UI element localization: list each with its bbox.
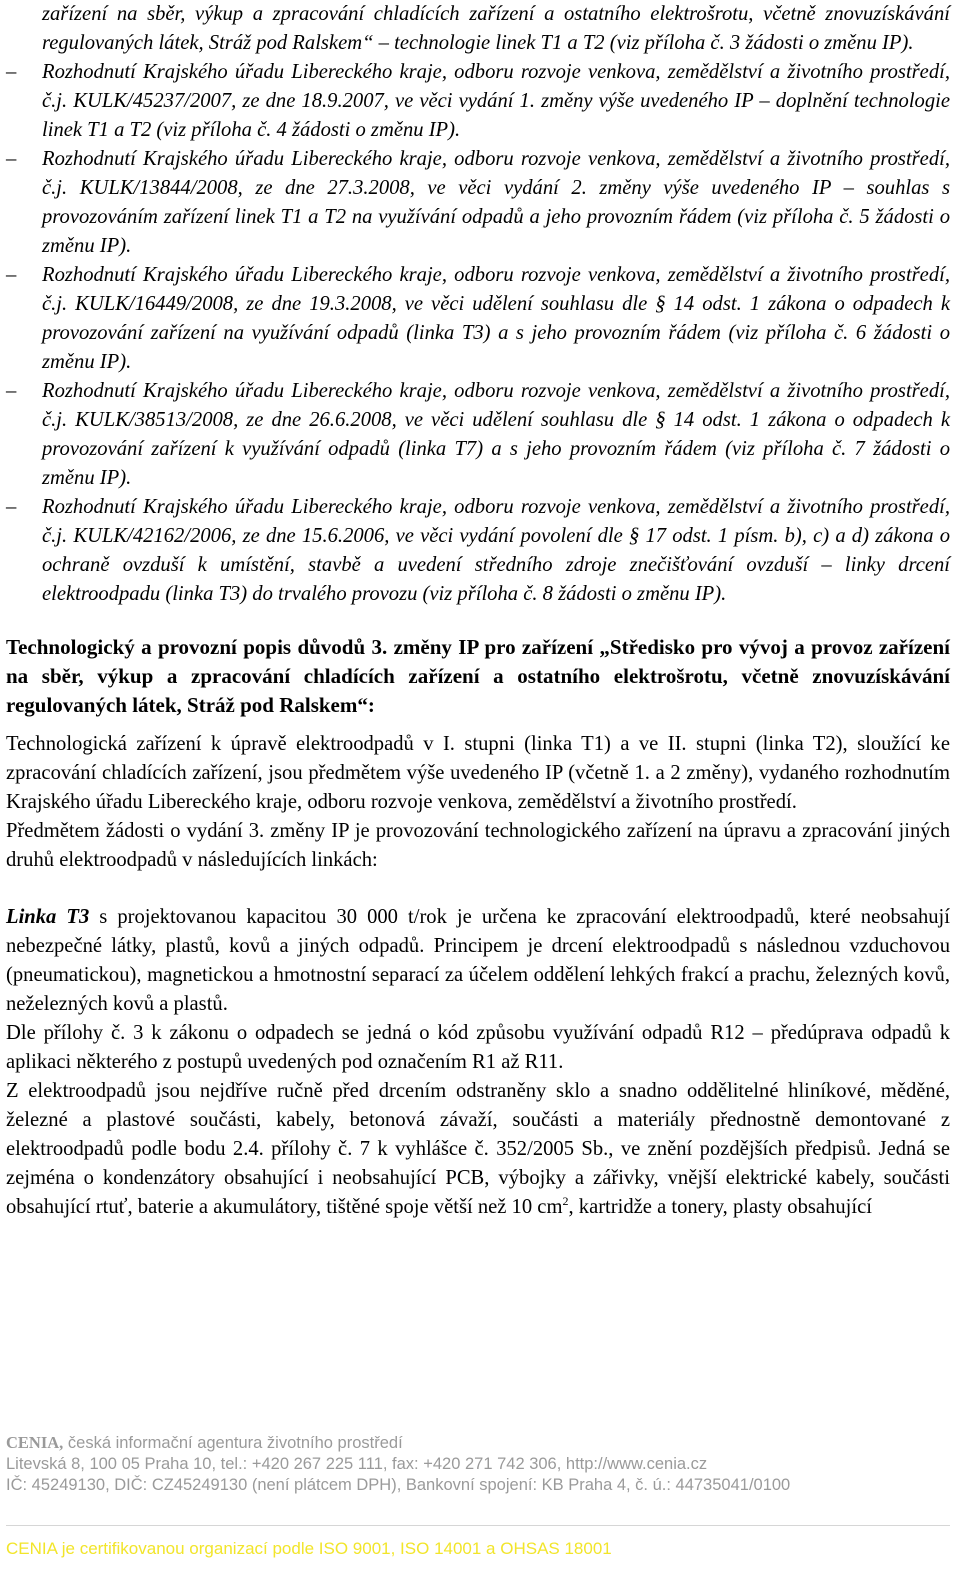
- body-paragraph-4: Dle přílohy č. 3 k zákonu o odpadech se jedná o kód způsobu využívání odpadů R12 – předúprava odpadů k aplikaci některého z postupů uvedených pod označením R1 až R11.: [6, 1022, 950, 1073]
- linka-t3-paragraph: [6, 903, 950, 1019]
- body-paragraph-2: Předmětem žádosti o vydání 3. změny IP je provozování technologického zařízení na úpravu a zpracování jiných druhů elektroodpadů v následujících linkách:: [6, 820, 950, 871]
- footer-certification: CENIA je certifikovanou organizací podle ISO 9001, ISO 14001 a OHSAS 18001: [6, 1539, 612, 1558]
- paragraph-gap: [6, 875, 950, 903]
- section-heading: Technologický a provozní popis důvodů 3. změny IP pro zařízení „Středisko pro vývoj a provoz zařízení na sběr, výkup a zpracování chladících zařízení a ostatního elektrošrotu, včetně znovuzískávání regulovaných látek, Stráž pod Ralskem“:: [6, 635, 950, 717]
- document-content: [6, 0, 950, 1222]
- list-item-text: Rozhodnutí Krajského úřadu Libereckého kraje, odboru rozvoje venkova, zemědělství a životního prostředí, č.j. KULK/16449/2008, ze dne 19.3.2008, ve věci udělení souhlasu dle § 14 odst. 1 zákona o odpadech k provozování zařízení na využívání odpadů (linka T3) a s jeho provozním řádem (viz příloha č. 6 žádosti o změnu IP).: [42, 264, 950, 373]
- footer-org-name: CENIA,: [6, 1433, 64, 1452]
- footer-org-line: [6, 1432, 950, 1454]
- superscript-2: 2: [562, 1194, 569, 1209]
- body-paragraph-5-text: Z elektroodpadů jsou nejdříve ručně před drcením odstraněny sklo a snadno oddělitelné hliníkové, měděné, železné a plastové součásti, kabely, betonová závaží, součásti a materiály přednostně demontované z elektroodpadů podle bodu 2.4. přílohy č. 7 k vyhlášce č. 352/2005 Sb., ve znění pozdějších předpisů. Jedná se zejména o kondenzátory obsahující i neobsahující PCB, výbojky a zářivky, vnější elektrické kabely, součásti obsahující rtuť, baterie a akumulátory, tištěné spoje větší než 10 cm: [6, 1080, 950, 1218]
- body-paragraph-5-tail: , kartridže a tonery, plasty obsahující: [568, 1196, 872, 1218]
- footer-divider: [6, 1525, 950, 1526]
- dash-bullet: –: [6, 61, 17, 83]
- linka-t3-label: Linka T3: [6, 906, 90, 928]
- footer-org-desc: česká informační agentura životního prostředí: [63, 1434, 403, 1452]
- decision-list: [6, 58, 950, 609]
- list-item-text: Rozhodnutí Krajského úřadu Libereckého kraje, odboru rozvoje venkova, zemědělství a životního prostředí, č.j. KULK/42162/2006, ze dne 15.6.2006, ve věci vydání povolení dle § 17 odst. 1 písm. b), c) a d) zákona o ochraně ovzduší k umístění, stavbě a uvedení středního zdroje znečišťování ovzduší – linky drcení elektroodpadu (linka T3) do trvalého provozu (viz příloha č. 8 žádosti o změnu IP).: [42, 496, 950, 605]
- dash-bullet: –: [6, 148, 17, 170]
- list-item-text: Rozhodnutí Krajského úřadu Libereckého kraje, odboru rozvoje venkova, zemědělství a životního prostředí, č.j. KULK/45237/2007, ze dne 18.9.2007, ve věci vydání 1. změny výše uvedeného IP – doplnění technologie linek T1 a T2 (viz příloha č. 4 žádosti o změnu IP).: [42, 61, 950, 141]
- list-item: [6, 58, 950, 145]
- linka-t3-text: s projektovanou kapacitou 30 000 t/rok je určena ke zpracování elektroodpadů, které neobsahují nebezpečné látky, plastů, kovů a jiných odpadů. Principem je drcení elektroodpadů s následnou vzduchovou (pneumatickou), magnetickou a hmotnostní separací za účelem oddělení lehkých frakcí a prachu, železných kovů, neželezných kovů a plastů.: [6, 906, 950, 1015]
- list-item: [6, 145, 950, 261]
- footer-ids: IČ: 45249130, DIČ: CZ45249130 (není plátcem DPH), Bankovní spojení: KB Praha 4, č. ú.: 44735041/0100: [6, 1476, 791, 1494]
- list-item-text: Rozhodnutí Krajského úřadu Libereckého kraje, odboru rozvoje venkova, zemědělství a životního prostředí, č.j. KULK/38513/2008, ze dne 26.6.2008, ve věci udělení souhlasu dle § 14 odst. 1 zákona o odpadech k provozování zařízení k využívání odpadů (linka T7) a s jeho provozním řádem (viz příloha č. 7 žádosti o změnu IP).: [42, 380, 950, 489]
- dash-bullet: –: [6, 264, 17, 286]
- list-item: [6, 493, 950, 609]
- body-paragraph-5: [6, 1077, 950, 1222]
- dash-bullet: –: [6, 496, 17, 518]
- dash-bullet: –: [6, 380, 17, 402]
- page-footer: [6, 1432, 950, 1496]
- footer-address: Litevská 8, 100 05 Praha 10, tel.: +420 267 225 111, fax: +420 271 742 306, http://www.cenia.cz: [6, 1455, 708, 1473]
- list-item: [6, 377, 950, 493]
- continuation-text: zařízení na sběr, výkup a zpracování chladících zařízení a ostatního elektrošrotu, včetně znovuzískávání regulovaných látek, Stráž pod Ralskem“ – technologie linek T1 a T2 (viz příloha č. 3 žádosti o změnu IP).: [42, 3, 950, 54]
- list-item-text: Rozhodnutí Krajského úřadu Libereckého kraje, odboru rozvoje venkova, zemědělství a životního prostředí, č.j. KULK/13844/2008, ze dne 27.3.2008, ve věci vydání 2. změny výše uvedeného IP – souhlas s provozováním zařízení linek T1 a T2 na využívání odpadů a jeho provozním řádem (viz příloha č. 5 žádosti o změnu IP).: [42, 148, 950, 257]
- list-item: [6, 261, 950, 377]
- body-paragraph-1: Technologická zařízení k úpravě elektroodpadů v I. stupni (linka T1) a ve II. stupni (linka T2), sloužící ke zpracování chladících zařízení, jsou předmětem výše uvedeného IP (včetně 1. a 2 změny), vydaného rozhodnutím Krajského úřadu Libereckého kraje, odboru rozvoje venkova, zemědělství a životního prostředí.: [6, 733, 950, 813]
